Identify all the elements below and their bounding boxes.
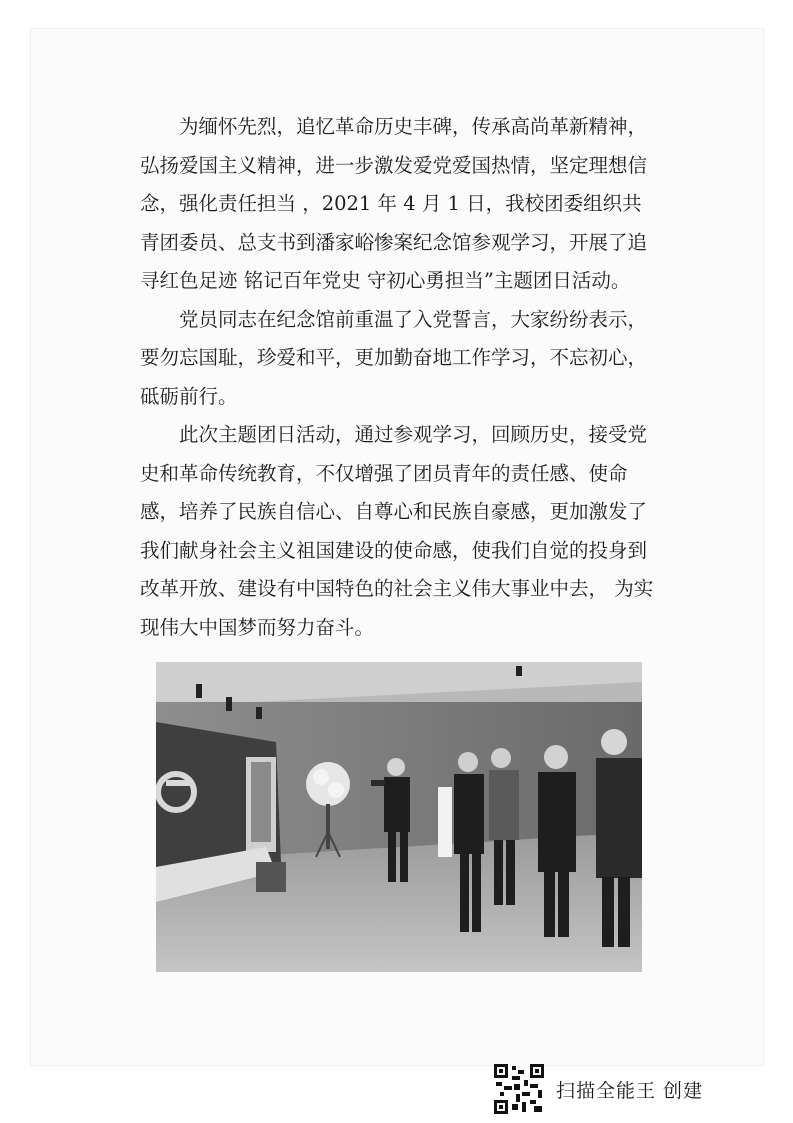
article-body [140, 108, 660, 647]
scanner-app-label: 扫描全能王 创建 [556, 1079, 704, 1102]
paragraph-intro: 为缅怀先烈，追忆革命历史丰碑，传承高尚革新精神，弘扬爱国主义精神，进一步激发爱党爱国热情，坚定理想信念，强化责任担当 ，2021 年 4 月 1 日，我校团委组织共青团委员、总支书到潘家峪惨案纪念馆参观学习，开展了追寻红色足迹 铭记百年党史 守初心勇担当”主题团日活动。 [140, 115, 648, 292]
scanner-watermark [494, 1064, 703, 1114]
activity-photo [156, 662, 642, 972]
qr-code-icon [494, 1064, 544, 1114]
paragraph-summary: 此次主题团日活动，通过参观学习，回顾历史，接受党史和革命传统教育，不仅增强了团员青年的责任感、使命感，培养了民族自信心、自尊心和民族自豪感，更加激发了我们献身社会主义祖国建设的使命感，使我们自觉的投身到改革开放、建设有中国特色的社会主义伟大事业中去， 为实现伟大中国梦而努力奋斗。 [140, 423, 654, 639]
paragraph-oath: 党员同志在纪念馆前重温了入党誓言，大家纷纷表示，要勿忘国耻，珍爱和平，更加勤奋地工作学习，不忘初心，砥砺前行。 [140, 307, 648, 408]
